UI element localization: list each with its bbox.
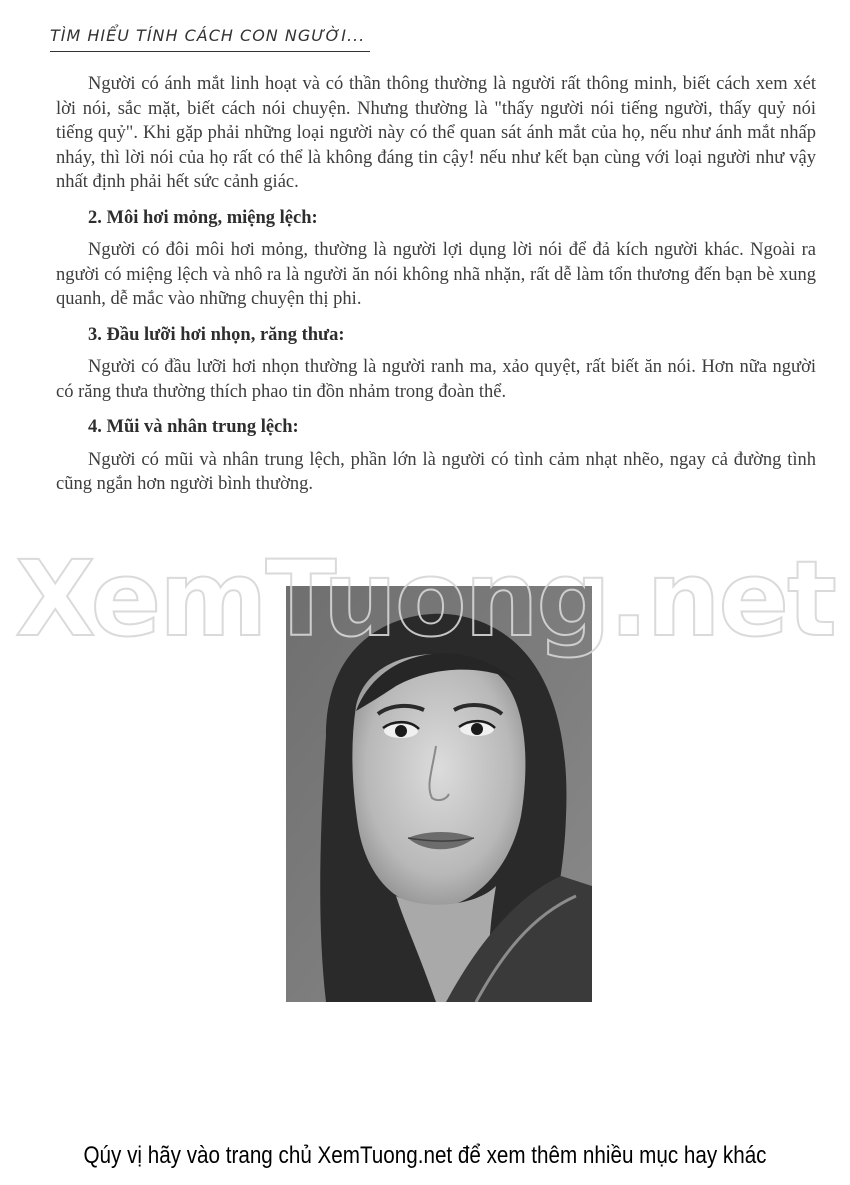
running-header: TÌM HIỂU TÍNH CÁCH CON NGƯỜI... <box>50 26 370 52</box>
section-heading-lips: 2. Môi hơi mỏng, miệng lệch: <box>88 207 318 228</box>
section-heading-tongue: 3. Đầu lưỡi hơi nhọn, răng thưa: <box>88 324 345 345</box>
section-heading-nose: 4. Mũi và nhân trung lệch: <box>88 417 299 437</box>
footer-note: Qúy vị hãy vào trang chủ XemTuong.net để xem thêm nhiều mục hay khác <box>83 1142 767 1169</box>
section-text-lips: Người có đôi môi hơi mỏng, thường là người lợi dụng lời nói để đả kích người khác. Ngoài ra người có miệng lệch và nhô ra là người ăn nói không nhã nhặn, rất dễ làm tổn thương đến bạn bè xung quanh, dễ mắc vào những chuyện thị phi. <box>56 240 816 309</box>
intro-paragraph: Người có ánh mắt linh hoạt và có thần thông thường là người rất thông minh, biết cách xem xét lời nói, sắc mặt, biết cách nói chuyện. Nhưng thường là "thấy người nói tiếng người, thấy quỷ nói tiếng quỷ". Khi gặp phải những loại người này có thể quan sát ánh mắt của họ, nếu như ánh mắt nhấp nháy, thì lời nói của họ rất có thể là không đáng tin cậy! nếu như kết bạn cùng với loại người như vậy nhất định phải hết sức cảnh giác. <box>56 74 816 192</box>
watermark-text: XemTuong.net <box>15 538 835 660</box>
section-text-tongue: Người có đầu lưỡi hơi nhọn thường là người ranh ma, xảo quyệt, rất biết ăn nói. Hơn nữa người có răng thưa thường thích phao tin đồn nhảm trong đoàn thể. <box>56 357 816 402</box>
section-text-nose: Người có mũi và nhân trung lệch, phần lớn là người có tình cảm nhạt nhẽo, ngay cả đường tình cũng ngắn hơn người bình thường. <box>56 449 816 494</box>
article-body <box>56 72 816 497</box>
